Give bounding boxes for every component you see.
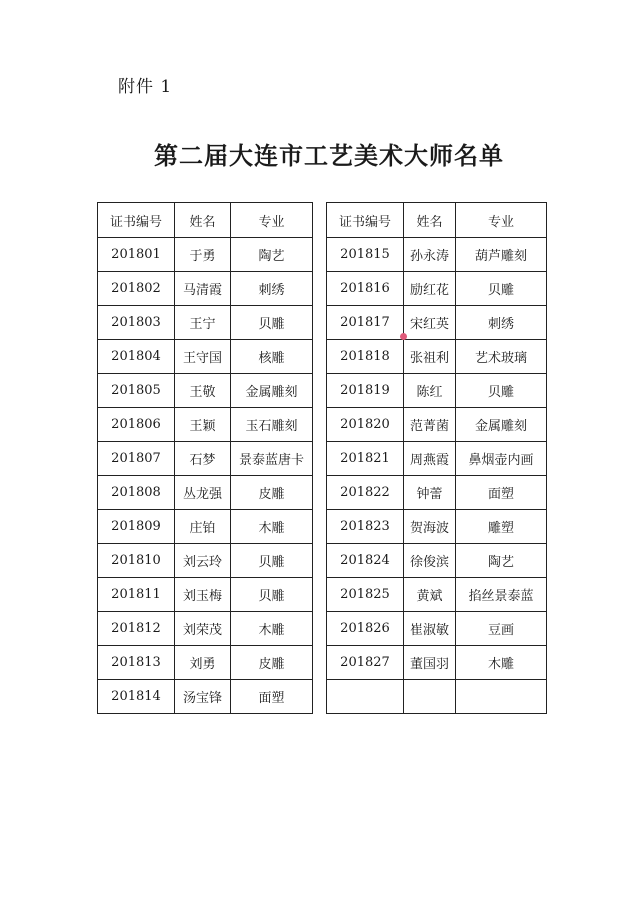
- name-cell: 周燕霞: [404, 442, 456, 476]
- name-cell: 贺海波: [404, 510, 456, 544]
- cert-number-cell: 201808: [98, 476, 175, 510]
- name-cell: 丛龙强: [175, 476, 231, 510]
- cert-number-cell: 201803: [98, 306, 175, 340]
- specialty-cell: 豆画: [456, 612, 547, 646]
- table-row: [98, 408, 313, 442]
- name-cell: 王颖: [175, 408, 231, 442]
- table-row: [98, 272, 313, 306]
- specialty-cell: 金属雕刻: [231, 374, 313, 408]
- table-row: [98, 612, 313, 646]
- cert-number-cell: 201816: [327, 272, 404, 306]
- name-cell: 孙永涛: [404, 238, 456, 272]
- header-name: 姓名: [404, 203, 456, 238]
- table-row: [98, 646, 313, 680]
- cert-number-cell: 201812: [98, 612, 175, 646]
- table-row: [98, 578, 313, 612]
- roster-table-right: [326, 202, 547, 714]
- cert-number-cell: 201801: [98, 238, 175, 272]
- name-cell: 钟蕾: [404, 476, 456, 510]
- table-row: [327, 612, 547, 646]
- specialty-cell: 刺绣: [231, 272, 313, 306]
- specialty-cell: 面塑: [231, 680, 313, 714]
- specialty-cell: 木雕: [456, 646, 547, 680]
- table-header-row: [327, 203, 547, 238]
- specialty-cell: 贝雕: [231, 544, 313, 578]
- cert-number-cell: [327, 680, 404, 714]
- specialty-cell: 核雕: [231, 340, 313, 374]
- name-cell: 刘玉梅: [175, 578, 231, 612]
- name-cell: 于勇: [175, 238, 231, 272]
- specialty-cell: 鼻烟壶内画: [456, 442, 547, 476]
- table-row: [327, 374, 547, 408]
- table-row: [98, 476, 313, 510]
- cert-number-cell: 201814: [98, 680, 175, 714]
- name-cell: 王守国: [175, 340, 231, 374]
- table-row: [327, 272, 547, 306]
- specialty-cell: 刺绣: [456, 306, 547, 340]
- table-row: [327, 544, 547, 578]
- table-row: [327, 408, 547, 442]
- name-cell: 黄斌: [404, 578, 456, 612]
- cert-number-cell: 201824: [327, 544, 404, 578]
- cert-number-cell: 201817: [327, 306, 404, 340]
- name-cell: 刘荣茂: [175, 612, 231, 646]
- cert-number-cell: 201826: [327, 612, 404, 646]
- name-cell: 范菁菌: [404, 408, 456, 442]
- specialty-cell: 贝雕: [231, 578, 313, 612]
- table-row: [327, 510, 547, 544]
- cert-number-cell: 201804: [98, 340, 175, 374]
- cert-number-cell: 201802: [98, 272, 175, 306]
- table-row: [327, 578, 547, 612]
- specialty-cell: [456, 680, 547, 714]
- cert-number-cell: 201815: [327, 238, 404, 272]
- cert-number-cell: 201806: [98, 408, 175, 442]
- name-cell: 刘勇: [175, 646, 231, 680]
- header-name: 姓名: [175, 203, 231, 238]
- cert-number-cell: 201823: [327, 510, 404, 544]
- specialty-cell: 雕塑: [456, 510, 547, 544]
- specialty-cell: 景泰蓝唐卡: [231, 442, 313, 476]
- table-row: [327, 340, 547, 374]
- table-row: [327, 476, 547, 510]
- table-row: [327, 442, 547, 476]
- specialty-cell: 木雕: [231, 612, 313, 646]
- specialty-cell: 面塑: [456, 476, 547, 510]
- name-cell: 董国羽: [404, 646, 456, 680]
- specialty-cell: 玉石雕刻: [231, 408, 313, 442]
- specialty-cell: 贝雕: [456, 374, 547, 408]
- cert-number-cell: 201809: [98, 510, 175, 544]
- cert-number-cell: 201827: [327, 646, 404, 680]
- table-row: [98, 306, 313, 340]
- name-cell: 崔淑敏: [404, 612, 456, 646]
- table-row: [98, 374, 313, 408]
- specialty-cell: 皮雕: [231, 476, 313, 510]
- cert-number-cell: 201821: [327, 442, 404, 476]
- name-cell: 刘云玲: [175, 544, 231, 578]
- cert-number-cell: 201818: [327, 340, 404, 374]
- cert-number-cell: 201825: [327, 578, 404, 612]
- cert-number-cell: 201811: [98, 578, 175, 612]
- cert-number-cell: 201805: [98, 374, 175, 408]
- cert-number-cell: 201813: [98, 646, 175, 680]
- name-cell: 汤宝锋: [175, 680, 231, 714]
- cert-number-cell: 201810: [98, 544, 175, 578]
- header-specialty: 专业: [231, 203, 313, 238]
- specialty-cell: 贝雕: [231, 306, 313, 340]
- specialty-cell: 陶艺: [456, 544, 547, 578]
- attachment-label: 附件 1: [118, 77, 173, 97]
- name-cell: 石梦: [175, 442, 231, 476]
- name-cell: 宋红英: [404, 306, 456, 340]
- name-cell: 陈红: [404, 374, 456, 408]
- table-row: [98, 442, 313, 476]
- table-row: [327, 306, 547, 340]
- document-title: 第二届大连市工艺美术大师名单: [154, 141, 504, 170]
- cert-number-cell: 201819: [327, 374, 404, 408]
- name-cell: [404, 680, 456, 714]
- roster-table-left: [97, 202, 313, 714]
- specialty-cell: 金属雕刻: [456, 408, 547, 442]
- name-cell: 励红花: [404, 272, 456, 306]
- name-cell: 庄铂: [175, 510, 231, 544]
- name-cell: 王宁: [175, 306, 231, 340]
- table-row: [98, 510, 313, 544]
- cert-number-cell: 201820: [327, 408, 404, 442]
- cert-number-cell: 201807: [98, 442, 175, 476]
- header-cert-number: 证书编号: [98, 203, 175, 238]
- specialty-cell: 掐丝景泰蓝: [456, 578, 547, 612]
- ink-mark: [400, 333, 407, 340]
- cert-number-cell: 201822: [327, 476, 404, 510]
- specialty-cell: 陶艺: [231, 238, 313, 272]
- header-specialty: 专业: [456, 203, 547, 238]
- table-row: [327, 238, 547, 272]
- specialty-cell: 木雕: [231, 510, 313, 544]
- name-cell: 徐俊滨: [404, 544, 456, 578]
- name-cell: 张祖利: [404, 340, 456, 374]
- specialty-cell: 葫芦雕刻: [456, 238, 547, 272]
- table-row: [98, 238, 313, 272]
- table-row: [98, 544, 313, 578]
- name-cell: 马清霞: [175, 272, 231, 306]
- specialty-cell: 贝雕: [456, 272, 547, 306]
- name-cell: 王敬: [175, 374, 231, 408]
- table-row: [327, 680, 547, 714]
- table-row: [327, 646, 547, 680]
- table-row: [98, 340, 313, 374]
- table-header-row: [98, 203, 313, 238]
- specialty-cell: 皮雕: [231, 646, 313, 680]
- header-cert-number: 证书编号: [327, 203, 404, 238]
- specialty-cell: 艺术玻璃: [456, 340, 547, 374]
- table-row: [98, 680, 313, 714]
